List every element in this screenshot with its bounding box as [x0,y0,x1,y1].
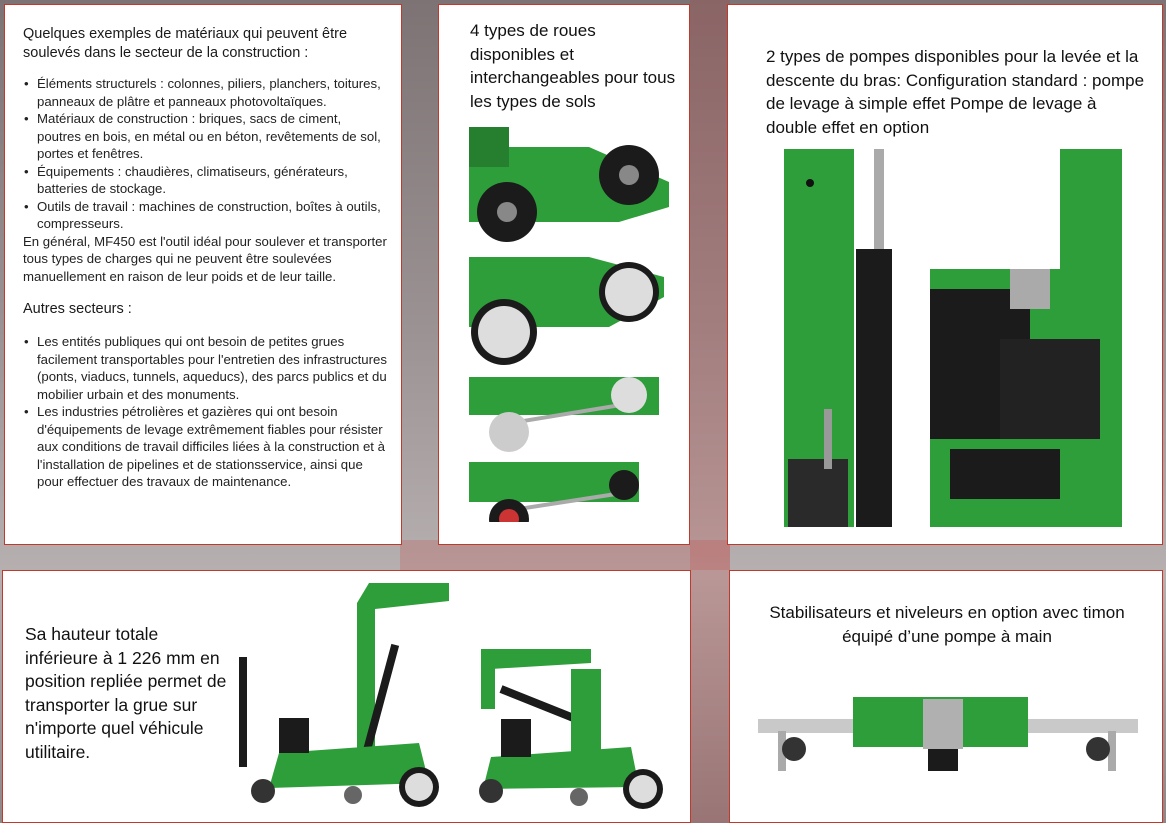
folded-height-text: Sa hauteur totale inférieure à 1 226 mm en position repliée permet de transporter la grue sur n'importe quel véhicule utilitaire. [25,624,227,762]
general-text: En général, MF450 est l'outil idéal pour soulever et transporter tous types de charges qui ne peuvent être soulevées manuellement en raison de leur poids et de leur taille. [23,233,387,284]
other-sectors-title: Autres secteurs : [23,301,132,317]
panel-folded-height [2,570,691,823]
pumps-title: 2 types de pompes disponibles pour la levée et la descente du bras: Configuration standard : pompe de levage à simple effet Pompe de levage à double effet en option [766,47,1145,137]
crane-standing-image [239,583,449,813]
intro-text: Quelques exemples de matériaux qui peuvent être soulevés dans le secteur de la construction : [23,26,348,61]
list-item: • Les entités publiques qui ont besoin de petites grues facilement transportables pour l'entretien des infrastructures (ponts, viaducs, tunnels, aqueducs), des parcs publics et du mobilier urbain et des monuments. [35,333,387,403]
stabilizers-image [758,691,1138,781]
panel-wheel-types [438,4,690,545]
sectors-list [23,333,387,491]
double-action-pump-image [930,149,1122,527]
panel-pump-types [727,4,1163,545]
background-rack [690,0,730,823]
single-action-pump-image [784,149,896,527]
panel-construction-examples [4,4,402,545]
list-item: • Équipements : chaudières, climatiseurs, générateurs, batteries de stockage. [35,163,387,198]
materials-list [23,75,387,233]
wheel-variants-image [469,127,681,522]
list-item: • Matériaux de construction : briques, sacs de ciment, poutres en bois, en métal ou en béton, revêtements de sol, portes et fenêtres. [35,110,387,163]
panel-stabilizers [729,570,1163,823]
list-item: • Les industries pétrolières et gazières qui ont besoin d'équipements de levage extrêmement fiables pour résister aux conditions de travail difficiles liées à la construction et à l'installation de pipelines et de stationsservice, ainsi que pour effectuer des travaux de maintenance. [35,403,387,491]
list-item: • Éléments structurels : colonnes, piliers, planchers, toitures, panneaux de plâtre et panneaux photovoltaïques. [35,75,387,110]
list-item: • Outils de travail : machines de construction, boîtes à outils, compresseurs. [35,198,387,233]
wheels-title: 4 types de roues disponibles et interchangeables pour tous les types de sols [470,21,676,111]
stabilizers-text: Stabilisateurs et niveleurs en option avec timon équipé d’une pompe à main [769,603,1125,646]
crane-folded-image [471,649,671,814]
